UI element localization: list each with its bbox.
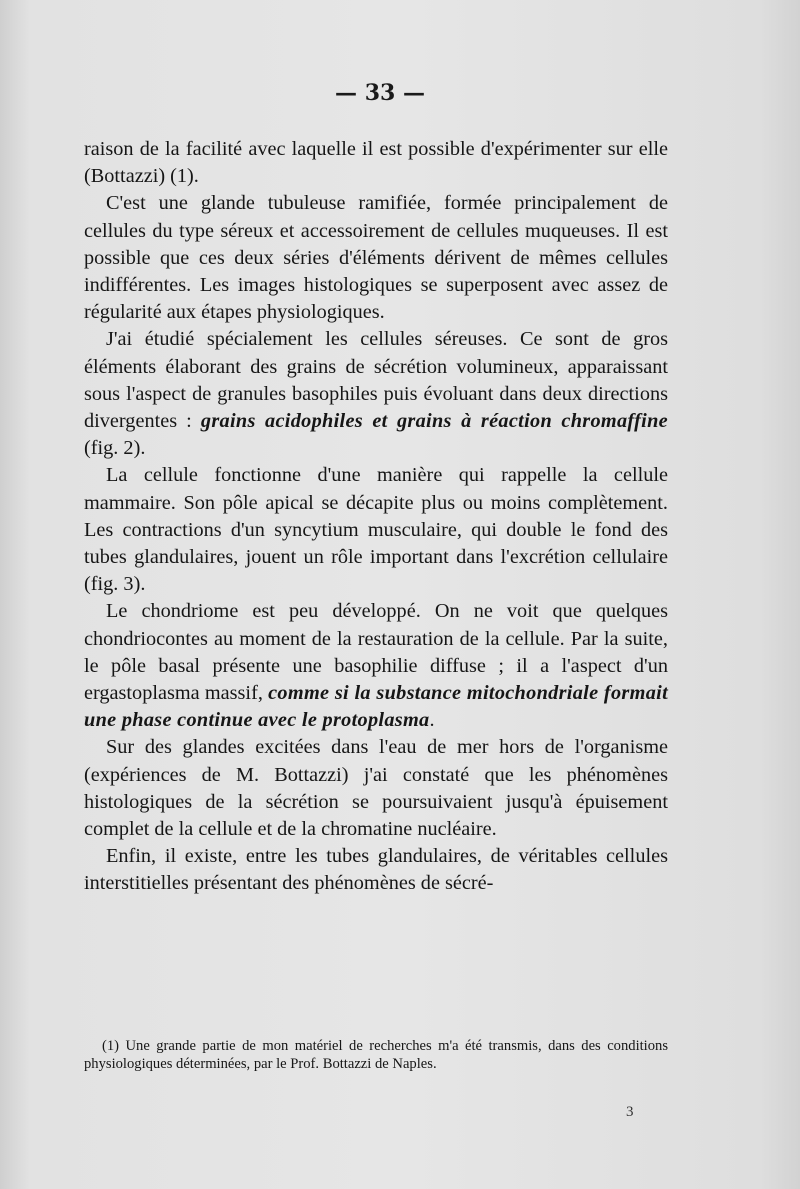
body-text [84, 136, 668, 898]
italic-segment: comme si la substance mitochondriale formait une phase continue avec le protoplasma [84, 682, 669, 732]
text-segment: C'est une glande tubuleuse ramifiée, formée principalement de cellules du type séreux et accessoirement de cellules muqueuses. Il est possible que ces deux séries d'éléments dérivent de mêmes cellules indifférentes. Les images histologiques se superposent avec assez de régularité aux étapes physiologiques. [84, 192, 668, 324]
paragraph [84, 734, 668, 843]
text-segment: Le chondriome est peu développé. On ne voit que quelques chondriocontes au moment de la restauration de la cellule. Par la suite, le pôle basal présente une basophilie diffuse ; il a l'aspect d'un ergastoplasma massif, [84, 600, 668, 705]
footnote-text: (1) Une grande partie de mon matériel de recherches m'a été transmis, dans des conditions physiologiques déterminées, par le Prof. Bottazzi de Naples. [84, 1038, 668, 1072]
text-segment: . [429, 709, 435, 732]
text-segment: raison de la facilité avec laquelle il est possible d'expérimenter sur elle (Bottazzi) (1). [84, 138, 668, 188]
text-segment: (fig. 2). [84, 437, 146, 460]
text-segment: Sur des glandes excitées dans l'eau de mer hors de l'organisme (expériences de M. Bottazzi) j'ai constaté que les phénomènes histologiques de la sécrétion se poursuivaient jusqu'à épuisement complet de la cellule et de la chromatine nucléaire. [84, 736, 668, 841]
footnote [84, 1037, 668, 1073]
paragraph [84, 462, 668, 598]
text-segment: Enfin, il existe, entre les tubes glandulaires, de véritables cellules interstitielles présentant des phénomènes de sécré- [84, 845, 668, 895]
paragraph [84, 326, 668, 462]
signature-mark: 3 [626, 1104, 634, 1120]
page-number: — 33 — [335, 80, 425, 106]
italic-segment: grains acidophiles et grains à réaction chromaffine [200, 410, 668, 433]
paragraph [84, 136, 668, 190]
paragraph [84, 843, 668, 897]
text-segment: J'ai étudié spécialement les cellules séreuses. Ce sont de gros éléments élaborant des grains de sécrétion volumineux, apparaissant sous l'aspect de granules basophiles puis évoluant dans deux directions divergentes : [84, 328, 668, 433]
paragraph [84, 190, 668, 326]
text-segment: La cellule fonctionne d'une manière qui rappelle la cellule mammaire. Son pôle apical se décapite plus ou moins complètement. Les contractions d'un syncytium musculaire, qui double le fond des tubes glandulaires, jouent un rôle important dans l'excrétion cellulaire (fig. 3). [84, 464, 668, 596]
paragraph [84, 598, 668, 734]
